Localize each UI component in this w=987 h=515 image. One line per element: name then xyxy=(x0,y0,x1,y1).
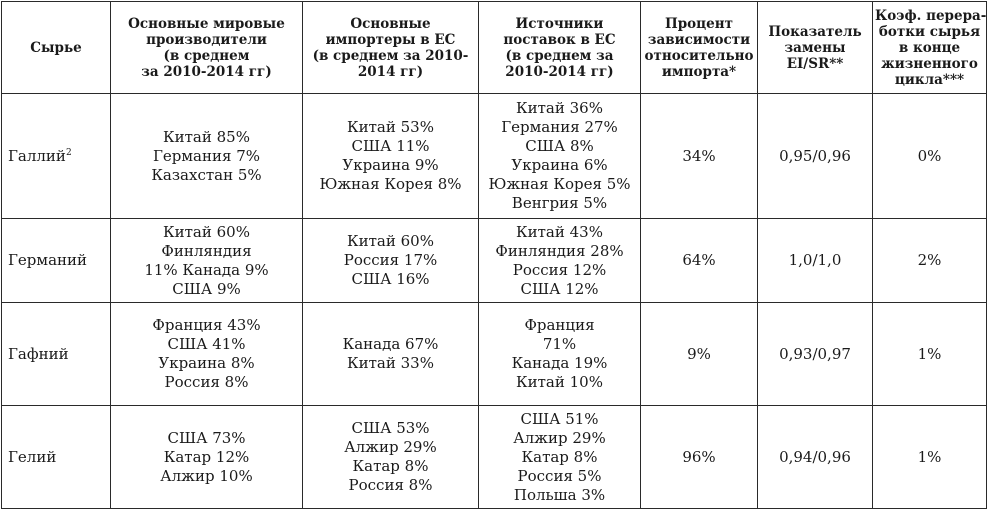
material-name: Германий xyxy=(2,219,111,303)
cell-line: Польша 3% xyxy=(513,485,606,504)
cell-line: за 2010-2014 гг) xyxy=(141,63,272,80)
cell-line: Алжир 29% xyxy=(344,438,437,456)
cell-line: Финляндия 28% xyxy=(495,241,624,260)
cell-line: Катар 8% xyxy=(352,457,429,475)
cell-line: 71% xyxy=(542,335,577,353)
cell-line: США 73% xyxy=(167,428,246,447)
cell-line: замены xyxy=(784,39,846,56)
sources-cell xyxy=(479,94,641,219)
header-raw-material xyxy=(2,2,111,94)
cell-line: Франция 43% xyxy=(152,316,261,334)
table-row xyxy=(2,303,987,406)
import-dependency-cell: 34% xyxy=(641,94,758,219)
cell-line: США 11% xyxy=(351,137,430,155)
cell-line: Украина 9% xyxy=(342,156,439,174)
cell-line: импорта* xyxy=(661,63,737,80)
cell-line: Основные xyxy=(350,15,431,32)
cell-line: Катар 12% xyxy=(163,447,250,466)
sources-cell xyxy=(479,219,641,303)
cell-line: США 16% xyxy=(351,270,430,288)
table-row xyxy=(2,406,987,509)
cell-line: импортеры в ЕС xyxy=(325,31,456,48)
importers-cell xyxy=(303,219,479,303)
producers-cell xyxy=(111,406,303,509)
cell-line: Россия 12% xyxy=(512,260,607,279)
header-eu-importers xyxy=(303,2,479,94)
cell-line: Алжир 10% xyxy=(160,466,253,485)
substitution-cell: 1,0/1,0 xyxy=(758,219,873,303)
cell-line: относительно xyxy=(644,47,754,64)
import-dependency-cell: 64% xyxy=(641,219,758,303)
cell-line: Алжир 29% xyxy=(513,428,606,447)
cell-line: Россия 8% xyxy=(164,373,249,391)
cell-line: Южная Корея 5% xyxy=(488,175,631,193)
header-world-producers xyxy=(111,2,303,94)
import-dependency-cell: 9% xyxy=(641,303,758,406)
cell-line: Китай 43% xyxy=(516,222,603,241)
cell-line: Казахстан 5% xyxy=(151,165,262,184)
cell-line: 11% Канада 9% xyxy=(144,260,269,279)
footnote-marker: 2 xyxy=(65,147,72,158)
cell-line: Коэф. перера- xyxy=(875,7,987,24)
cell-line: Финляндия xyxy=(161,241,252,260)
producers-cell xyxy=(111,94,303,219)
cell-line: ботки сырья xyxy=(878,23,981,40)
cell-line: США 9% xyxy=(172,279,241,298)
cell-line: Венгрия 5% xyxy=(511,194,608,212)
cell-line: Процент xyxy=(664,15,733,32)
cell-line: 2010-2014 гг) xyxy=(505,63,614,80)
cell-line: Китай 10% xyxy=(516,373,603,391)
cell-line: EI/SR** xyxy=(786,55,844,72)
substitution-cell: 0,95/0,96 xyxy=(758,94,873,219)
cell-line: Украина 6% xyxy=(511,156,608,174)
cell-line: поставок в ЕС xyxy=(503,31,616,48)
cell-line: Китай 85% xyxy=(163,127,250,146)
cell-line: Китай 36% xyxy=(516,99,603,117)
cell-line: зависимости xyxy=(647,31,751,48)
importers-cell xyxy=(303,303,479,406)
cell-line: 2014 гг) xyxy=(357,63,424,80)
cell-line: Показатель xyxy=(768,23,862,40)
cell-line: Украина 8% xyxy=(158,354,255,372)
material-name: Гафний xyxy=(2,303,111,406)
cell-line: Германия 7% xyxy=(152,146,261,165)
cell-line: Россия 8% xyxy=(348,476,433,494)
cell-line: Канада 67% xyxy=(342,335,439,353)
cell-line: производители xyxy=(146,31,267,48)
cell-line: Китай 53% xyxy=(347,118,434,136)
cell-line: Катар 8% xyxy=(521,447,598,466)
cell-line: (в среднем xyxy=(163,47,250,64)
cell-line: Основные мировые xyxy=(128,15,285,32)
importers-cell xyxy=(303,406,479,509)
producers-cell xyxy=(111,219,303,303)
recycling-cell: 1% xyxy=(873,406,987,509)
cell-line: Южная Корея 8% xyxy=(319,175,462,193)
importers-cell xyxy=(303,94,479,219)
header-recycling-rate xyxy=(873,2,987,94)
material-name: Галлий$^2$ xyxy=(2,94,111,219)
table-row xyxy=(2,219,987,303)
header-row xyxy=(2,2,987,94)
cell-line: Китай 60% xyxy=(347,232,434,250)
substitution-cell: 0,94/0,96 xyxy=(758,406,873,509)
import-dependency-cell: 96% xyxy=(641,406,758,509)
cell-line: в конце xyxy=(898,39,961,56)
cell-line: (в среднем за 2010- xyxy=(312,47,469,64)
recycling-cell: 0% xyxy=(873,94,987,219)
cell-line: Германия 27% xyxy=(501,118,618,136)
cell-line: (в среднем за xyxy=(505,47,614,64)
cell-line: Китай 33% xyxy=(347,354,434,372)
sources-cell xyxy=(479,303,641,406)
cell-line: Китай 60% xyxy=(163,222,250,241)
cell-line: Сырье xyxy=(30,39,82,56)
cell-line: Канада 19% xyxy=(511,354,608,372)
cell-line: Источники xyxy=(515,15,604,32)
cell-line: цикла*** xyxy=(894,71,965,88)
header-eu-supply-sources xyxy=(479,2,641,94)
sources-cell xyxy=(479,406,641,509)
cell-line: США 41% xyxy=(167,335,246,353)
raw-materials-table xyxy=(1,1,987,509)
producers-cell xyxy=(111,303,303,406)
cell-line: США 8% xyxy=(525,137,594,155)
table-row xyxy=(2,94,987,219)
cell-line: США 53% xyxy=(351,419,430,437)
cell-line: США 51% xyxy=(520,409,599,428)
substitution-cell: 0,93/0,97 xyxy=(758,303,873,406)
header-substitution-index xyxy=(758,2,873,94)
cell-line: Россия 5% xyxy=(517,466,602,485)
cell-line: Франция xyxy=(524,316,595,334)
recycling-cell: 2% xyxy=(873,219,987,303)
material-name: Гелий xyxy=(2,406,111,509)
recycling-cell: 1% xyxy=(873,303,987,406)
cell-line: Россия 17% xyxy=(343,251,438,269)
header-import-dependency xyxy=(641,2,758,94)
cell-line: США 12% xyxy=(520,279,599,298)
cell-line: жизненного xyxy=(881,55,978,72)
